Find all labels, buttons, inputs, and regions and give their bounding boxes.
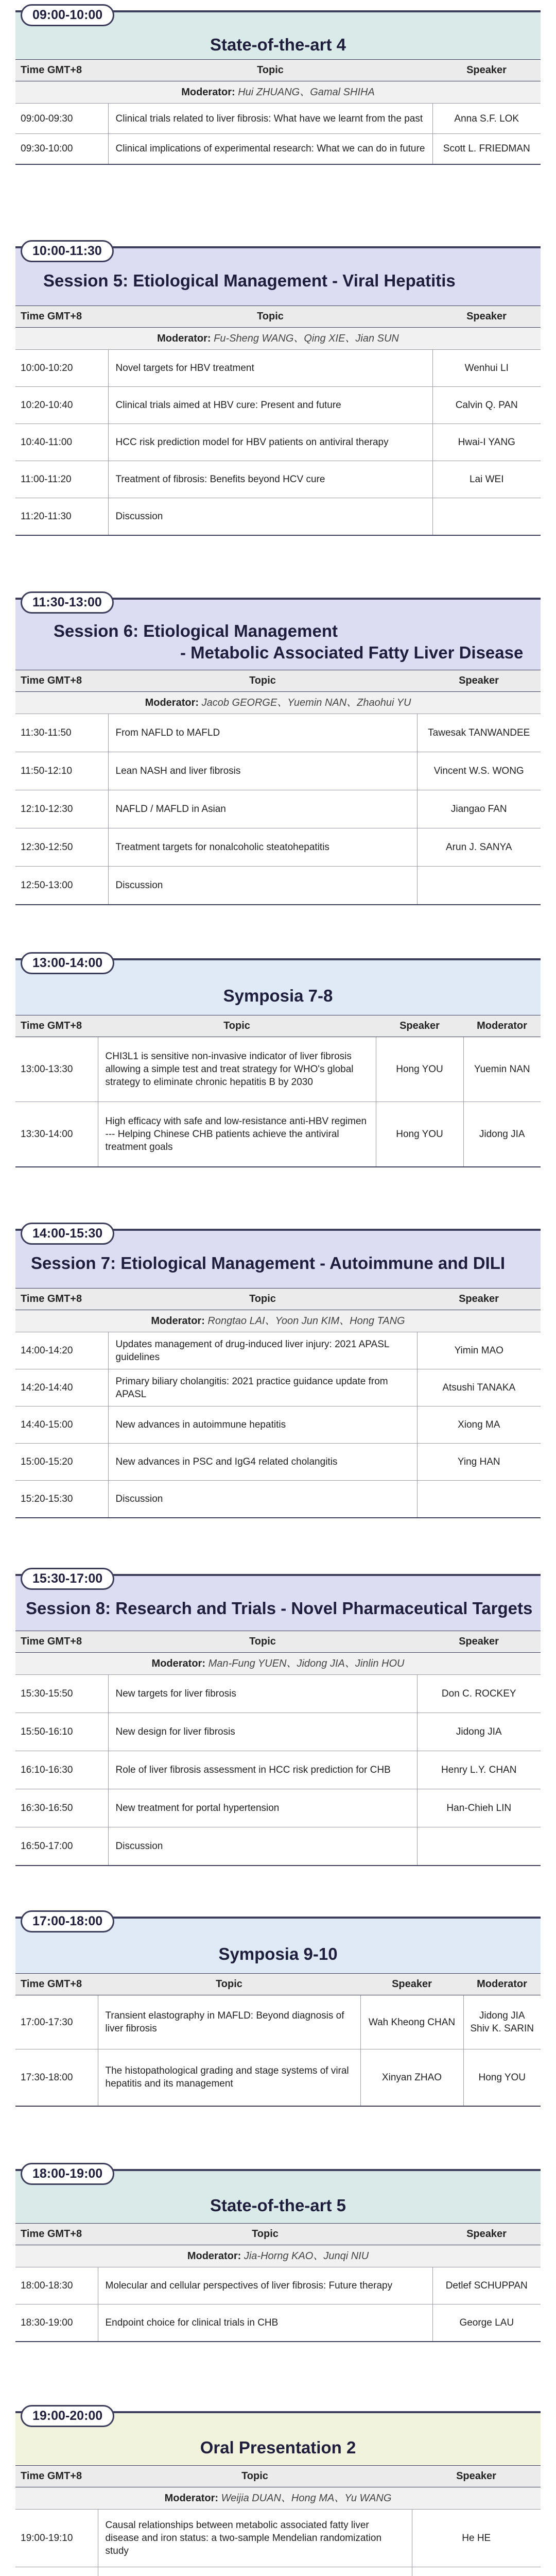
table-row: [15, 2567, 541, 2576]
topic-cell: New advances in PSC and IgG4 related cholangitis: [108, 1444, 417, 1481]
topic-cell: HCC risk prediction model for HBV patients on antiviral therapy: [108, 424, 432, 461]
column-header: Topic: [98, 2466, 412, 2487]
time-cell: 17:00-17:30: [15, 1995, 98, 2049]
speaker-cell: [417, 867, 541, 905]
speaker-cell: Xiong MA: [417, 1406, 541, 1444]
topic-cell: Novel targets for HBV treatment: [108, 350, 432, 387]
time-cell: 13:30-14:00: [15, 1102, 98, 1167]
schedule-table: [15, 2465, 541, 2576]
table-row: [15, 1827, 541, 1866]
time-badge: 14:00-15:30: [21, 1223, 114, 1245]
speaker-cell: George LAU: [432, 2304, 541, 2342]
topic-cell: Primary biliary cholangitis: 2021 practice guidance update from APASL: [108, 1369, 417, 1406]
session-7-autoimmune-dili: [15, 1226, 541, 1518]
time-cell: 14:20-14:40: [15, 1369, 108, 1406]
schedule-table: [15, 306, 541, 536]
table-row: [15, 498, 541, 535]
time-cell: 12:30-12:50: [15, 828, 108, 867]
column-header: Time GMT+8: [15, 2466, 98, 2487]
time-cell: 11:50-12:10: [15, 752, 108, 790]
time-cell: 11:20-11:30: [15, 498, 108, 535]
speaker-cell: Arun J. SANYA: [417, 828, 541, 867]
schedule-table: [15, 1015, 541, 1167]
topic-cell: Discussion: [108, 1827, 417, 1866]
table-row: [15, 1102, 541, 1167]
speaker-cell: Wah Kheong CHAN: [360, 1995, 463, 2049]
time-badge: 18:00-19:00: [21, 2163, 114, 2185]
topic-cell: From NAFLD to MAFLD: [108, 714, 417, 752]
moderator-cell: Jidong JIA Shiv K. SARIN: [463, 1995, 541, 2049]
speaker-cell: Atsushi TANAKA: [417, 1369, 541, 1406]
topic-cell: Lean NASH and liver fibrosis: [108, 752, 417, 790]
session-state-of-the-art-4: [15, 10, 541, 165]
table-row: [15, 828, 541, 867]
table-row: [15, 1481, 541, 1518]
time-cell: 09:30-10:00: [15, 134, 108, 164]
column-header: Time GMT+8: [15, 306, 108, 328]
session-header: [15, 2166, 541, 2223]
session-header: [15, 1226, 541, 1288]
topic-cell: CHI3L1 is sensitive non-invasive indicator of liver fibrosis allowing a simple test and treat strategy for WHO's global strategy to eliminate chronic hepatitis B by 2030: [98, 1037, 376, 1102]
topic-cell: Discussion: [108, 867, 417, 905]
session-header: [15, 10, 541, 59]
table-row: [15, 1369, 541, 1406]
moderator-row: Moderator: Hui ZHUANG、Gamal SHIHA: [15, 81, 541, 104]
table-row: [15, 134, 541, 164]
time-badge: 15:30-17:00: [21, 1568, 114, 1590]
speaker-cell: [412, 2567, 541, 2576]
col-topic: Topic: [108, 60, 432, 81]
column-header: Topic: [98, 1974, 360, 1995]
time-cell: 10:40-11:00: [15, 424, 108, 461]
speaker-cell: Don C. ROCKEY: [417, 1675, 541, 1713]
moderator-row: Moderator: Weijia DUAN、Hong MA、Yu WANG: [15, 2487, 541, 2510]
column-header: Topic: [108, 1289, 417, 1310]
table-row: [15, 1444, 541, 1481]
session-title: Oral Presentation 2: [200, 2438, 356, 2457]
column-header: Speaker: [432, 306, 541, 328]
speaker-cell: Xinyan ZHAO: [360, 2049, 463, 2106]
session-state-of-the-art-5: [15, 2166, 541, 2342]
table-row: [15, 2510, 541, 2567]
session-title: State-of-the-art 4: [210, 35, 346, 54]
time-cell: 15:50-16:10: [15, 1713, 108, 1751]
column-header: Speaker: [417, 670, 541, 692]
column-header: Time GMT+8: [15, 670, 108, 692]
session-header: [15, 1914, 541, 1973]
session-title: Session 5: Etiological Management - Viral Hepatitis: [43, 271, 456, 290]
table-row: [15, 1995, 541, 2049]
column-header: Speaker: [417, 1631, 541, 1653]
time-cell: 15:20-15:30: [15, 1481, 108, 1518]
column-header: Speaker: [432, 2224, 541, 2245]
speaker-cell: Yimin MAO: [417, 1332, 541, 1369]
time-cell: 19:00-19:10: [15, 2510, 98, 2567]
time-badge: 19:00-20:00: [21, 2405, 114, 2427]
column-header: Topic: [98, 1015, 376, 1037]
session-title: Session 7: Etiological Management - Autoimmune and DILI: [31, 1253, 506, 1273]
moderator-row: Moderator: Fu-Sheng WANG、Qing XIE、Jian SUN: [15, 328, 541, 350]
column-header: Speaker: [412, 2466, 541, 2487]
speaker-cell: Henry L.Y. CHAN: [417, 1751, 541, 1789]
speaker-cell: Calvin Q. PAN: [432, 387, 541, 424]
table-row: [15, 461, 541, 498]
schedule-table: [15, 670, 541, 905]
session-header: [15, 2411, 541, 2465]
topic-cell: Causal relationships between metabolic associated fatty liver disease and iron status: a two-sample Mendelian randomization study: [98, 2510, 412, 2567]
speaker-cell: [432, 498, 541, 535]
column-header: Speaker: [417, 1289, 541, 1310]
time-cell: 10:20-10:40: [15, 387, 108, 424]
topic-cell: New advances in autoimmune hepatitis: [108, 1406, 417, 1444]
topic-cell: New treatment for portal hypertension: [108, 1789, 417, 1827]
topic-cell: The histopathological grading and stage systems of viral hepatitis and its management: [98, 2049, 360, 2106]
time-cell: 18:00-18:30: [15, 2267, 98, 2304]
time-cell: 16:10-16:30: [15, 1751, 108, 1789]
session-title: Symposia 9-10: [218, 1944, 338, 1963]
time-badge: 13:00-14:00: [21, 952, 114, 974]
column-header: Topic: [108, 1631, 417, 1653]
column-header: Moderator: [463, 1015, 541, 1037]
table-row: [15, 1037, 541, 1102]
table-row: [15, 1789, 541, 1827]
session-6-mafld: [15, 595, 541, 905]
column-header: Time GMT+8: [15, 1015, 98, 1037]
speaker-cell: Detlef SCHUPPAN: [432, 2267, 541, 2304]
table-row: [15, 714, 541, 752]
table-row: [15, 1751, 541, 1789]
time-cell: 12:50-13:00: [15, 867, 108, 905]
time-cell: 09:00-09:30: [15, 104, 108, 134]
schedule-table: [15, 1631, 541, 1866]
moderator-cell: Yuemin NAN: [463, 1037, 541, 1102]
moderator-row: Moderator: Rongtao LAI、Yoon Jun KIM、Hong TANG: [15, 1310, 541, 1332]
moderator-row: Moderator: Jacob GEORGE、Yuemin NAN、Zhaohui YU: [15, 692, 541, 714]
moderator-row: Moderator: Jia-Horng KAO、Junqi NIU: [15, 2245, 541, 2267]
time-cell: 11:30-11:50: [15, 714, 108, 752]
time-cell: 18:30-19:00: [15, 2304, 98, 2342]
topic-cell: Molecular and cellular perspectives of liver fibrosis: Future therapy: [98, 2267, 432, 2304]
time-cell: 17:30-18:00: [15, 2049, 98, 2106]
speaker-cell: Hwai-I YANG: [432, 424, 541, 461]
time-badge: 09:00-10:00: [21, 4, 114, 26]
time-cell: 15:00-15:20: [15, 1444, 108, 1481]
session-header: [15, 1571, 541, 1631]
column-header: Time GMT+8: [15, 1974, 98, 1995]
topic-cell: Transient elastography in MAFLD: Beyond diagnosis of liver fibrosis: [98, 1995, 360, 2049]
table-row: [15, 790, 541, 828]
moderator-row: Moderator: Man-Fung YUEN、Jidong JIA、Jinlin HOU: [15, 1653, 541, 1675]
speaker-cell: Ying HAN: [417, 1444, 541, 1481]
speaker-cell: [417, 1827, 541, 1866]
time-badge: 17:00-18:00: [21, 1910, 114, 1933]
table-row: [15, 2267, 541, 2304]
session-title: Symposia 7-8: [223, 986, 333, 1005]
moderator-names: Hui ZHUANG、Gamal SHIHA: [238, 86, 375, 98]
schedule-table: [15, 1288, 541, 1518]
column-header: Topic: [108, 306, 432, 328]
speaker-cell: Hong YOU: [376, 1102, 463, 1167]
schedule-table: [15, 59, 541, 165]
session-title: Session 6: Etiological Management: [54, 621, 338, 640]
oral-presentation-2: [15, 2411, 541, 2576]
speaker-cell: Jidong JIA: [417, 1713, 541, 1751]
schedule-table: [15, 2223, 541, 2342]
speaker-cell: Anna S.F. LOK: [432, 104, 541, 134]
session-title: Session 8: Research and Trials - Novel Pharmaceutical Targets: [26, 1599, 533, 1618]
column-header: Topic: [98, 2224, 432, 2245]
table-row: [15, 867, 541, 905]
topic-cell: New targets for liver fibrosis: [108, 1675, 417, 1713]
topic-cell: Discussion: [108, 1481, 417, 1518]
topic-cell: New design for liver fibrosis: [108, 1713, 417, 1751]
time-cell: 10:00-10:20: [15, 350, 108, 387]
table-row: [15, 752, 541, 790]
topic-cell: Clinical trials aimed at HBV cure: Present and future: [108, 387, 432, 424]
time-cell: 16:50-17:00: [15, 1827, 108, 1866]
time-badge: 10:00-11:30: [21, 240, 114, 262]
speaker-cell: He HE: [412, 2510, 541, 2567]
table-row: [15, 1675, 541, 1713]
speaker-cell: [417, 1481, 541, 1518]
symposia-7-8: [15, 958, 541, 1167]
table-row: [15, 1713, 541, 1751]
session-header: [15, 246, 541, 306]
session-8-pharmaceutical-targets: [15, 1571, 541, 1866]
col-speaker: Speaker: [432, 60, 541, 81]
topic-cell: NAFLD / MAFLD in Asian: [108, 790, 417, 828]
speaker-cell: Tawesak TANWANDEE: [417, 714, 541, 752]
table-row: [15, 424, 541, 461]
session-title: State-of-the-art 5: [210, 2196, 346, 2215]
table-row: [15, 1332, 541, 1369]
topic-cell: Treatment targets for nonalcoholic steatohepatitis: [108, 828, 417, 867]
speaker-cell: Vincent W.S. WONG: [417, 752, 541, 790]
column-header: Moderator: [463, 1974, 541, 1995]
time-cell: 14:00-14:20: [15, 1332, 108, 1369]
table-row: [15, 2304, 541, 2342]
speaker-cell: Hong YOU: [376, 1037, 463, 1102]
column-header: Speaker: [360, 1974, 463, 1995]
column-header: Time GMT+8: [15, 2224, 98, 2245]
moderator-cell: Hong YOU: [463, 2049, 541, 2106]
table-row: [15, 104, 541, 134]
session-subtitle: - Metabolic Associated Fatty Liver Disease: [180, 643, 524, 662]
time-cell: 11:00-11:20: [15, 461, 108, 498]
topic-cell: Clinical trials related to liver fibrosis: What have we learnt from the past: [108, 104, 432, 134]
topic-cell: Treatment of fibrosis: Benefits beyond HCV cure: [108, 461, 432, 498]
time-cell: 15:30-15:50: [15, 1675, 108, 1713]
topic-cell: Endpoint choice for clinical trials in CHB: [98, 2304, 432, 2342]
speaker-cell: Wenhui LI: [432, 350, 541, 387]
column-header: Time GMT+8: [15, 1289, 108, 1310]
col-time: Time GMT+8: [15, 60, 108, 81]
symposia-9-10: [15, 1914, 541, 2107]
table-row: [15, 350, 541, 387]
table-row: [15, 2049, 541, 2106]
time-cell: 16:30-16:50: [15, 1789, 108, 1827]
session-header: [15, 958, 541, 1015]
topic-cell: Discussion: [108, 498, 432, 535]
moderator-cell: Jidong JIA: [463, 1102, 541, 1167]
column-header: Time GMT+8: [15, 1631, 108, 1653]
column-header: Topic: [108, 670, 417, 692]
speaker-cell: Lai WEI: [432, 461, 541, 498]
topic-cell: [98, 2567, 412, 2576]
time-badge: 11:30-13:00: [21, 591, 114, 614]
time-cell: [15, 2567, 98, 2576]
table-row: [15, 387, 541, 424]
column-header: Speaker: [376, 1015, 463, 1037]
topic-cell: High efficacy with safe and low-resistance anti-HBV regimen --- Helping Chinese CHB patients achieve the antiviral treatment goals: [98, 1102, 376, 1167]
speaker-cell: Han-Chieh LIN: [417, 1789, 541, 1827]
speaker-cell: Scott L. FRIEDMAN: [432, 134, 541, 164]
session-5-viral-hepatitis: [15, 246, 541, 536]
time-cell: 14:40-15:00: [15, 1406, 108, 1444]
schedule-table: [15, 1973, 541, 2107]
topic-cell: Updates management of drug-induced liver injury: 2021 APASL guidelines: [108, 1332, 417, 1369]
speaker-cell: Jiangao FAN: [417, 790, 541, 828]
session-header: [15, 595, 541, 670]
time-cell: 12:10-12:30: [15, 790, 108, 828]
time-cell: 13:00-13:30: [15, 1037, 98, 1102]
topic-cell: Role of liver fibrosis assessment in HCC risk prediction for CHB: [108, 1751, 417, 1789]
topic-cell: Clinical implications of experimental research: What we can do in future: [108, 134, 432, 164]
table-row: [15, 1406, 541, 1444]
